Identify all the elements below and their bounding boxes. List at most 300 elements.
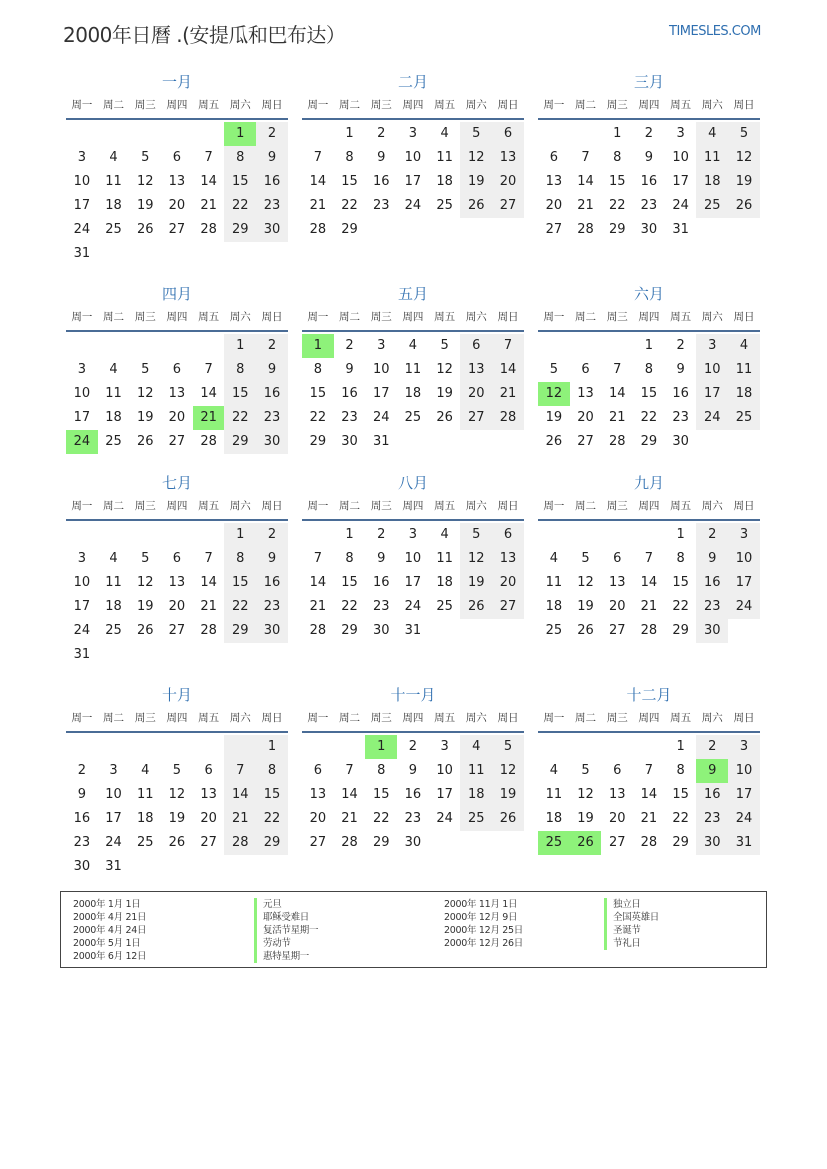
weekday-label: 周四 xyxy=(166,712,188,724)
empty-cell xyxy=(193,855,225,879)
day-cell: 29 xyxy=(224,430,256,454)
empty-cell xyxy=(334,735,366,759)
day-cell: 21 xyxy=(309,599,327,614)
weekday-label: 周六 xyxy=(701,311,723,323)
empty-cell xyxy=(129,122,161,146)
empty-cell xyxy=(224,855,256,879)
brand-logo[interactable]: TIMESLES.COM xyxy=(669,24,761,39)
day-cell: 2 xyxy=(256,334,288,358)
weekday-label: 周二 xyxy=(339,311,361,323)
day-cell: 24 xyxy=(66,430,98,454)
day-cell: 11 xyxy=(545,575,563,590)
day-cell: 15 xyxy=(224,170,256,194)
weekday-label: 周四 xyxy=(638,712,660,724)
weekday-label: 周三 xyxy=(370,500,392,512)
day-cell: 27 xyxy=(608,623,626,638)
empty-cell xyxy=(193,735,225,759)
empty-cell xyxy=(256,855,288,879)
day-cell: 24 xyxy=(672,198,689,213)
day-cell: 24 xyxy=(696,406,728,430)
weekday-label: 周日 xyxy=(261,712,283,724)
day-cell: 13 xyxy=(545,174,563,189)
day-grid xyxy=(538,120,760,242)
day-cell: 27 xyxy=(168,434,186,449)
day-cell: 10 xyxy=(73,575,91,590)
day-cell: 27 xyxy=(545,222,563,237)
day-cell: 1 xyxy=(224,122,256,146)
weekday-header xyxy=(66,497,288,521)
day-grid xyxy=(66,120,288,266)
day-cell: 2 xyxy=(644,126,654,141)
day-cell: 15 xyxy=(372,787,390,802)
day-cell: 24 xyxy=(73,222,91,237)
day-cell: 28 xyxy=(309,623,327,638)
day-cell: 5 xyxy=(549,362,558,377)
day-cell: 20 xyxy=(608,811,626,826)
day-cell: 4 xyxy=(109,551,118,566)
day-cell: 29 xyxy=(256,831,288,855)
day-cell: 13 xyxy=(168,386,186,401)
day-cell: 13 xyxy=(492,146,524,170)
weekday-label: 周四 xyxy=(638,500,660,512)
weekday-label: 周六 xyxy=(465,311,487,323)
day-cell: 27 xyxy=(168,222,186,237)
day-cell: 5 xyxy=(460,523,492,547)
month-title: 五月 xyxy=(397,285,428,303)
day-cell: 3 xyxy=(728,735,760,759)
weekday-label: 周三 xyxy=(606,500,628,512)
day-cell: 11 xyxy=(728,358,760,382)
day-cell: 12 xyxy=(168,787,186,802)
day-cell: 5 xyxy=(581,551,590,566)
day-cell: 25 xyxy=(404,410,422,425)
month-1 xyxy=(66,72,288,266)
day-cell: 19 xyxy=(168,811,186,826)
weekday-label: 周二 xyxy=(575,500,597,512)
day-cell: 23 xyxy=(341,410,358,425)
empty-cell xyxy=(460,430,492,454)
day-cell: 28 xyxy=(492,406,524,430)
day-cell: 17 xyxy=(436,787,453,802)
day-cell: 2 xyxy=(408,739,418,754)
holiday-date: 2000年 12月 25日 xyxy=(444,925,523,936)
day-cell: 1 xyxy=(345,126,354,141)
month-9 xyxy=(538,473,760,643)
empty-cell xyxy=(129,643,161,667)
day-cell: 14 xyxy=(640,787,658,802)
day-cell: 16 xyxy=(696,783,728,807)
day-cell: 29 xyxy=(309,434,327,449)
weekday-label: 周四 xyxy=(166,99,188,111)
day-cell: 13 xyxy=(492,547,524,571)
weekday-label: 周六 xyxy=(465,99,487,111)
empty-cell xyxy=(728,619,760,643)
day-cell: 29 xyxy=(224,619,256,643)
day-cell: 30 xyxy=(696,831,728,855)
day-cell: 12 xyxy=(460,146,492,170)
holiday-date: 2000年 6月 12日 xyxy=(73,951,147,962)
weekday-label: 周三 xyxy=(134,99,156,111)
day-cell: 28 xyxy=(200,434,217,449)
day-cell: 2 xyxy=(377,527,386,542)
day-cell: 9 xyxy=(377,150,386,165)
day-cell: 21 xyxy=(193,406,225,430)
day-cell: 8 xyxy=(224,547,256,571)
day-cell: 21 xyxy=(341,811,358,826)
weekday-label: 周日 xyxy=(733,712,755,724)
day-cell: 17 xyxy=(73,198,91,213)
day-cell: 14 xyxy=(200,174,217,189)
empty-cell xyxy=(570,334,602,358)
weekday-label: 周五 xyxy=(434,311,456,323)
month-7 xyxy=(66,473,288,667)
empty-cell xyxy=(696,430,728,454)
day-cell: 29 xyxy=(608,222,626,237)
weekday-label: 周五 xyxy=(198,500,220,512)
holiday-name: 劳动节 xyxy=(254,937,318,950)
day-cell: 28 xyxy=(341,835,358,850)
day-cell: 24 xyxy=(728,807,760,831)
holiday-legend xyxy=(60,891,767,968)
day-cell: 5 xyxy=(492,735,524,759)
weekday-label: 周三 xyxy=(606,99,628,111)
day-cell: 1 xyxy=(365,735,397,759)
day-cell: 24 xyxy=(404,599,422,614)
empty-cell xyxy=(397,218,429,242)
page-title: 2000年日曆 .(安提瓜和巴布达） xyxy=(63,23,346,47)
day-cell: 5 xyxy=(460,122,492,146)
day-cell: 10 xyxy=(404,551,422,566)
day-cell: 2 xyxy=(696,735,728,759)
day-cell: 21 xyxy=(577,198,594,213)
day-cell: 26 xyxy=(545,434,563,449)
day-cell: 3 xyxy=(408,527,418,542)
day-cell: 4 xyxy=(109,362,118,377)
weekday-label: 周二 xyxy=(575,712,597,724)
empty-cell xyxy=(460,619,492,643)
weekday-label: 周六 xyxy=(701,99,723,111)
empty-cell xyxy=(460,831,492,855)
day-cell: 4 xyxy=(549,763,558,778)
day-cell: 16 xyxy=(672,386,689,401)
day-cell: 27 xyxy=(309,835,327,850)
day-cell: 30 xyxy=(672,434,689,449)
month-11 xyxy=(302,685,524,855)
empty-cell xyxy=(66,334,98,358)
month-title: 十一月 xyxy=(390,686,436,704)
day-cell: 15 xyxy=(672,787,689,802)
day-cell: 9 xyxy=(696,759,728,783)
weekday-label: 周三 xyxy=(370,99,392,111)
day-cell: 16 xyxy=(73,811,91,826)
day-cell: 27 xyxy=(200,835,217,850)
weekday-label: 周二 xyxy=(339,712,361,724)
day-cell: 23 xyxy=(640,198,658,213)
day-cell: 19 xyxy=(136,198,154,213)
day-cell: 19 xyxy=(577,811,594,826)
empty-cell xyxy=(129,242,161,266)
day-cell: 24 xyxy=(404,198,422,213)
day-cell: 15 xyxy=(256,783,288,807)
day-cell: 22 xyxy=(256,807,288,831)
day-cell: 18 xyxy=(545,811,563,826)
day-cell: 10 xyxy=(73,174,91,189)
weekday-label: 周二 xyxy=(575,99,597,111)
day-cell: 8 xyxy=(313,362,322,377)
empty-cell xyxy=(129,334,161,358)
day-cell: 9 xyxy=(676,362,685,377)
day-cell: 28 xyxy=(577,222,594,237)
day-cell: 18 xyxy=(404,386,422,401)
day-cell: 2 xyxy=(345,338,354,353)
day-cell: 7 xyxy=(313,150,322,165)
day-cell: 17 xyxy=(404,575,422,590)
day-cell: 28 xyxy=(309,222,327,237)
day-cell: 26 xyxy=(136,623,154,638)
day-cell: 14 xyxy=(341,787,358,802)
day-cell: 20 xyxy=(168,599,186,614)
day-cell: 6 xyxy=(613,763,622,778)
empty-cell xyxy=(633,735,665,759)
legend-left-dates xyxy=(73,898,146,963)
day-cell: 27 xyxy=(492,595,524,619)
day-cell: 12 xyxy=(577,787,594,802)
holiday-name: 复活节星期一 xyxy=(254,924,318,937)
day-cell: 7 xyxy=(644,551,654,566)
empty-cell xyxy=(601,735,633,759)
day-cell: 4 xyxy=(440,126,449,141)
day-cell: 27 xyxy=(577,434,594,449)
day-cell: 17 xyxy=(696,382,728,406)
day-cell: 2 xyxy=(256,122,288,146)
day-cell: 3 xyxy=(377,338,386,353)
day-cell: 3 xyxy=(77,551,86,566)
day-cell: 17 xyxy=(73,410,91,425)
day-cell: 22 xyxy=(224,194,256,218)
day-cell: 9 xyxy=(377,551,386,566)
day-cell: 20 xyxy=(545,198,563,213)
weekday-label: 周一 xyxy=(543,500,565,512)
day-cell: 23 xyxy=(696,807,728,831)
month-2 xyxy=(302,72,524,242)
weekday-label: 周三 xyxy=(370,712,392,724)
weekday-label: 周日 xyxy=(261,99,283,111)
day-cell: 8 xyxy=(676,551,685,566)
day-cell: 18 xyxy=(728,382,760,406)
empty-cell xyxy=(161,643,193,667)
month-8 xyxy=(302,473,524,643)
day-cell: 8 xyxy=(613,150,622,165)
day-cell: 6 xyxy=(172,362,182,377)
day-cell: 14 xyxy=(492,358,524,382)
day-cell: 12 xyxy=(577,575,594,590)
day-cell: 22 xyxy=(372,811,390,826)
day-cell: 11 xyxy=(404,362,422,377)
day-cell: 23 xyxy=(372,198,390,213)
day-cell: 10 xyxy=(73,386,91,401)
day-cell: 13 xyxy=(168,575,186,590)
day-cell: 7 xyxy=(492,334,524,358)
day-cell: 17 xyxy=(73,599,91,614)
day-cell: 4 xyxy=(549,551,558,566)
weekday-label: 周四 xyxy=(166,500,188,512)
empty-cell xyxy=(492,831,524,855)
day-cell: 22 xyxy=(224,595,256,619)
day-grid xyxy=(66,521,288,667)
day-cell: 31 xyxy=(728,831,760,855)
empty-cell xyxy=(161,242,193,266)
day-cell: 11 xyxy=(136,787,154,802)
day-cell: 9 xyxy=(77,787,86,802)
weekday-label: 周五 xyxy=(434,712,456,724)
day-cell: 22 xyxy=(608,198,626,213)
weekday-label: 周一 xyxy=(71,500,93,512)
day-grid xyxy=(302,733,524,855)
day-cell: 18 xyxy=(545,599,563,614)
legend-right-dates xyxy=(444,898,523,950)
day-cell: 20 xyxy=(492,170,524,194)
day-cell: 18 xyxy=(105,599,122,614)
day-cell: 12 xyxy=(136,575,154,590)
weekday-label: 周一 xyxy=(307,712,329,724)
day-cell: 11 xyxy=(436,551,453,566)
empty-cell xyxy=(302,735,334,759)
weekday-label: 周日 xyxy=(497,712,519,724)
empty-cell xyxy=(728,430,760,454)
day-cell: 21 xyxy=(200,198,217,213)
day-cell: 16 xyxy=(404,787,422,802)
day-cell: 14 xyxy=(200,575,217,590)
weekday-label: 周三 xyxy=(606,712,628,724)
day-cell: 17 xyxy=(672,174,689,189)
day-cell: 23 xyxy=(372,599,390,614)
weekday-label: 周二 xyxy=(339,500,361,512)
holiday-name: 节礼日 xyxy=(604,937,659,950)
day-cell: 25 xyxy=(105,222,122,237)
day-cell: 12 xyxy=(538,382,570,406)
day-cell: 24 xyxy=(372,410,390,425)
weekday-label: 周二 xyxy=(339,99,361,111)
day-cell: 19 xyxy=(728,170,760,194)
day-cell: 28 xyxy=(200,623,217,638)
empty-cell xyxy=(161,855,193,879)
weekday-label: 周日 xyxy=(261,311,283,323)
weekday-header xyxy=(302,497,524,521)
holiday-date: 2000年 12月 26日 xyxy=(444,938,523,949)
day-cell: 23 xyxy=(256,406,288,430)
empty-cell xyxy=(224,643,256,667)
day-cell: 25 xyxy=(436,198,453,213)
day-cell: 14 xyxy=(608,386,626,401)
day-cell: 6 xyxy=(613,551,622,566)
day-cell: 7 xyxy=(224,759,256,783)
weekday-header xyxy=(538,709,760,733)
weekday-label: 周二 xyxy=(103,712,125,724)
day-cell: 20 xyxy=(492,571,524,595)
day-cell: 11 xyxy=(105,575,122,590)
day-cell: 3 xyxy=(728,523,760,547)
weekday-label: 周二 xyxy=(103,311,125,323)
day-cell: 3 xyxy=(696,334,728,358)
day-cell: 10 xyxy=(696,358,728,382)
day-cell: 13 xyxy=(168,174,186,189)
day-cell: 3 xyxy=(77,150,86,165)
day-cell: 29 xyxy=(372,835,390,850)
day-cell: 1 xyxy=(676,527,685,542)
day-cell: 1 xyxy=(676,739,685,754)
empty-cell xyxy=(429,619,461,643)
day-cell: 22 xyxy=(640,410,658,425)
month-title: 八月 xyxy=(397,474,428,492)
weekday-label: 周三 xyxy=(606,311,628,323)
day-cell: 17 xyxy=(728,571,760,595)
day-cell: 17 xyxy=(728,783,760,807)
day-cell: 18 xyxy=(460,783,492,807)
day-cell: 30 xyxy=(256,619,288,643)
day-cell: 6 xyxy=(172,551,182,566)
weekday-label: 周二 xyxy=(103,500,125,512)
day-cell: 18 xyxy=(105,410,122,425)
day-cell: 11 xyxy=(696,146,728,170)
day-cell: 26 xyxy=(460,595,492,619)
holiday-date: 2000年 5月 1日 xyxy=(73,938,141,949)
weekday-header xyxy=(538,497,760,521)
month-title: 九月 xyxy=(633,474,664,492)
month-title: 三月 xyxy=(633,73,664,91)
month-title: 十二月 xyxy=(626,686,672,704)
weekday-label: 周日 xyxy=(733,311,755,323)
holiday-name: 全国英雄日 xyxy=(604,911,659,924)
weekday-label: 周四 xyxy=(638,99,660,111)
day-cell: 3 xyxy=(440,739,449,754)
day-cell: 3 xyxy=(77,362,86,377)
month-title: 七月 xyxy=(161,474,192,492)
empty-cell xyxy=(460,218,492,242)
empty-cell xyxy=(129,855,161,879)
month-3 xyxy=(538,72,760,242)
empty-cell xyxy=(538,735,570,759)
empty-cell xyxy=(601,334,633,358)
day-cell: 26 xyxy=(136,434,154,449)
day-cell: 4 xyxy=(408,338,418,353)
day-cell: 26 xyxy=(492,807,524,831)
day-cell: 15 xyxy=(309,386,327,401)
empty-cell xyxy=(98,735,130,759)
empty-cell xyxy=(538,523,570,547)
empty-cell xyxy=(129,523,161,547)
day-cell: 16 xyxy=(341,386,358,401)
day-cell: 19 xyxy=(460,170,492,194)
day-cell: 15 xyxy=(341,575,358,590)
day-cell: 1 xyxy=(256,735,288,759)
day-cell: 9 xyxy=(256,146,288,170)
empty-cell xyxy=(193,122,225,146)
day-cell: 25 xyxy=(728,406,760,430)
day-cell: 7 xyxy=(644,763,654,778)
day-cell: 26 xyxy=(577,623,594,638)
day-cell: 7 xyxy=(345,763,354,778)
day-grid xyxy=(538,521,760,643)
weekday-label: 周六 xyxy=(701,500,723,512)
day-cell: 23 xyxy=(256,194,288,218)
empty-cell xyxy=(98,523,130,547)
day-cell: 4 xyxy=(460,735,492,759)
day-cell: 6 xyxy=(313,763,322,778)
weekday-label: 周五 xyxy=(670,99,692,111)
day-cell: 18 xyxy=(136,811,154,826)
day-cell: 10 xyxy=(372,362,390,377)
day-cell: 18 xyxy=(105,198,122,213)
